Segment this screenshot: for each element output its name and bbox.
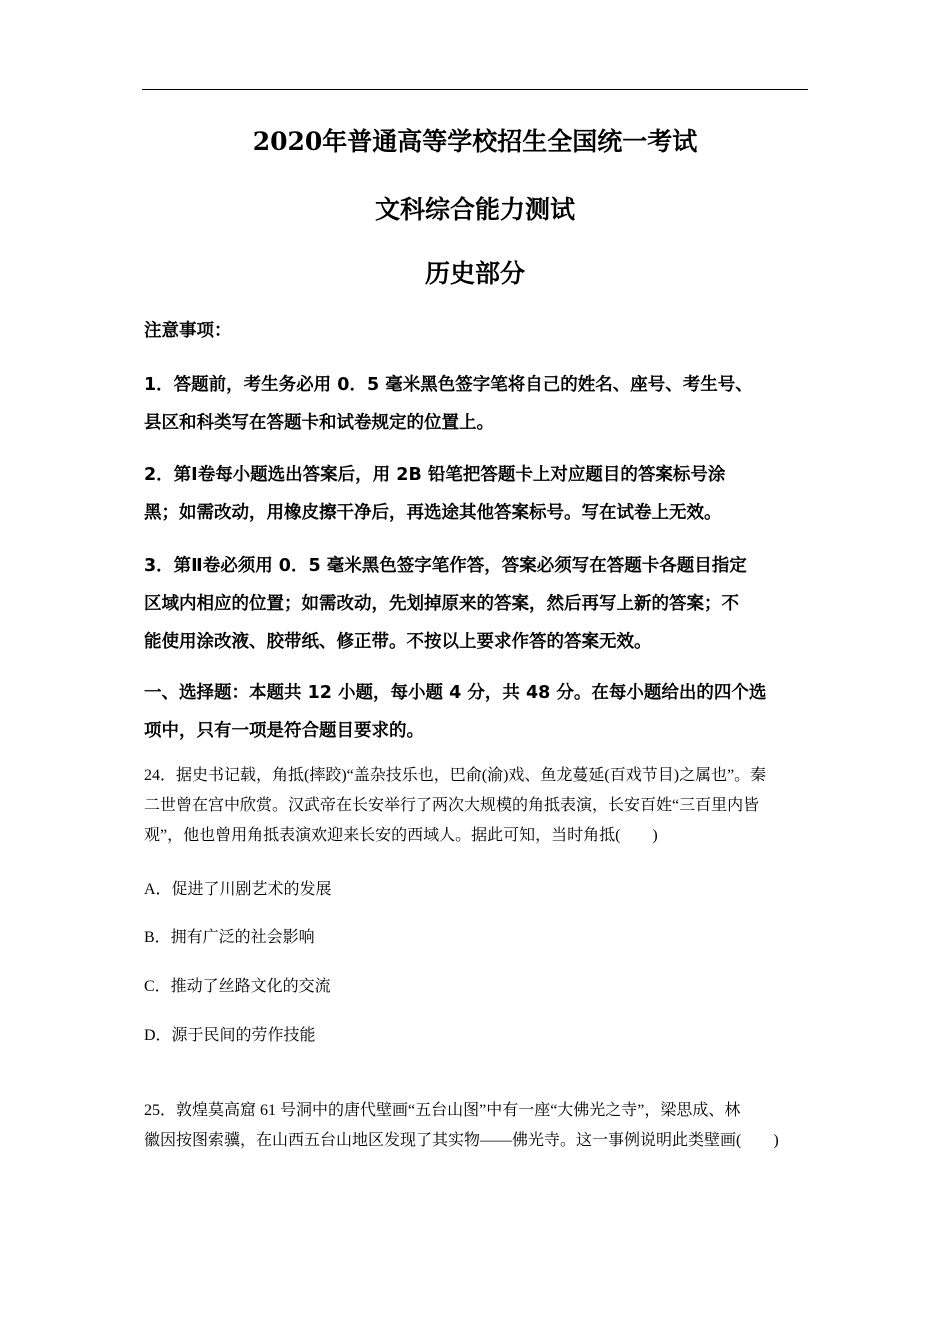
notice-line: 2．第Ⅰ卷每小题选出答案后，用 2B 铅笔把答题卡上对应题目的答案标号涂 xyxy=(144,465,726,485)
notice-line: 县区和科类写在答题卡和试卷规定的位置上。 xyxy=(144,413,494,433)
header-rule xyxy=(142,89,808,90)
section-instructions xyxy=(144,674,810,750)
question-line: 观”，他也曾用角抵表演欢迎来长安的西域人。据此可知，当时角抵( ) xyxy=(144,827,658,844)
notice-item-3 xyxy=(144,547,810,661)
notice-line: 黑；如需改动，用橡皮擦干净后，再选途其他答案标号。写在试卷上无效。 xyxy=(144,503,722,523)
section-line: 一、选择题：本题共 12 小题，每小题 4 分，共 48 分。在每小题给出的四个选 xyxy=(144,683,767,703)
section-line: 项中，只有一项是符合题目要求的。 xyxy=(144,721,424,741)
question-24-option-d: D．源于民间的劳作技能 xyxy=(144,1027,316,1044)
notice-item-2 xyxy=(144,456,810,532)
question-line: 徽因按图索骥，在山西五台山地区发现了其实物——佛光寺。这一事例说明此类壁画( ) xyxy=(144,1132,779,1149)
notice-line: 1．答题前，考生务必用 0．5 毫米黑色签字笔将自己的姓名、座号、考生号、 xyxy=(144,375,753,395)
notice-line: 区域内相应的位置；如需改动，先划掉原来的答案，然后再写上新的答案；不 xyxy=(144,594,739,614)
notice-heading: 注意事项： xyxy=(144,321,232,341)
exam-title: 2020年普通高等学校招生全国统一考试 xyxy=(252,127,698,156)
question-24-option-b: B．拥有广泛的社会影响 xyxy=(144,929,315,946)
notice-line: 3．第Ⅱ卷必须用 0．5 毫米黑色签字笔作答，答案必须写在答题卡各题目指定 xyxy=(144,556,747,576)
question-24-stem xyxy=(144,761,816,851)
question-line: 二世曾在宫中欣赏。汉武帝在长安举行了两次大规模的角抵表演，长安百姓“三百里内皆 xyxy=(144,797,760,814)
question-24-option-a: A．促进了川剧艺术的发展 xyxy=(144,881,332,898)
notice-item-1 xyxy=(144,366,810,442)
notice-line: 能使用涂改液、胶带纸、修正带。不按以上要求作答的答案无效。 xyxy=(144,632,652,652)
exam-subtitle: 文科综合能力测试 xyxy=(374,195,575,224)
question-line: 25．敦煌莫高窟 61 号洞中的唐代壁画“五台山图”中有一座“大佛光之寺”，梁思成、林 xyxy=(144,1102,741,1119)
question-24-option-c: C．推动了丝路文化的交流 xyxy=(144,978,331,995)
section-subject: 历史部分 xyxy=(424,259,525,288)
question-25-stem xyxy=(144,1096,816,1156)
question-line: 24．据史书记载，角抵(摔跤)“盖杂技乐也，巴俞(渝)戏、鱼龙蔓延(百戏节目)之属也”。秦 xyxy=(144,767,767,784)
